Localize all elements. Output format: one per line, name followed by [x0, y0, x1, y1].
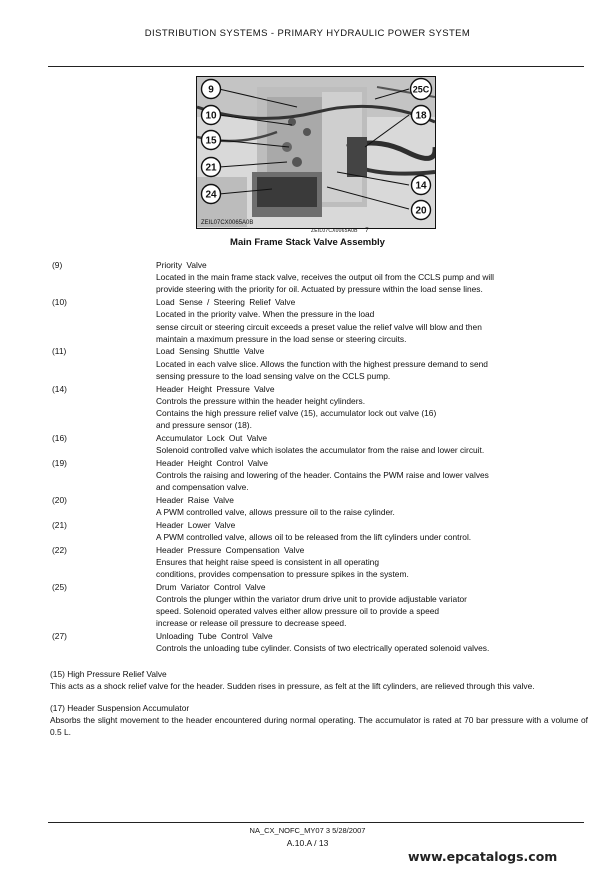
svg-text:21: 21	[205, 162, 217, 174]
component-number: (20)	[52, 494, 67, 505]
callout-9	[202, 80, 221, 99]
component-number: (25)	[52, 581, 67, 592]
svg-text:10: 10	[205, 110, 217, 122]
component-description: Ensures that height raise speed is consistent in all operating conditions, provides compensation to pressure spikes in the system.	[156, 556, 409, 580]
note-block	[50, 668, 588, 692]
component-title: Load Sensing Shuttle Valve	[156, 346, 265, 357]
component-body	[156, 457, 592, 494]
component-number: (10)	[52, 297, 67, 308]
component-title: Header Height Pressure Valve	[156, 383, 275, 394]
component-list-item	[52, 457, 592, 494]
component-description: Located in each valve slice. Allows the function with the highest pressure demand to send sensing pressure to the load sensing valve on the CCLS pump.	[156, 358, 488, 381]
component-list-item	[52, 630, 592, 654]
figure-image-code: ZEIL07CX0065A0B	[201, 220, 254, 226]
component-title: Drum Variator Control Valve	[156, 581, 266, 592]
callout-24	[202, 185, 221, 204]
component-title: Load Sense / Steering Relief Valve	[156, 297, 296, 308]
figure-caption: Main Frame Stack Valve Assembly	[230, 237, 385, 248]
valve-assembly-illustration	[197, 77, 435, 228]
component-list-item	[52, 432, 592, 456]
figure-reference-id: ZEIL07CX0065A0B	[311, 228, 358, 234]
footer-rule	[48, 822, 584, 823]
component-description: Controls the unloading tube cylinder. Consists of two electrically operated solenoid valves.	[156, 643, 490, 654]
callout-10	[202, 106, 221, 125]
component-description: Controls the pressure within the header height cylinders. Contains the high pressure relief valve (15), accumulator lock out valve (16) and pressure sensor (18).	[156, 395, 437, 431]
component-description: Controls the plunger within the variator drum drive unit to provide adjustable variator speed. Solenoid operated valves either allow pressure oil to provide a speed increase or release oil pressure to decrease speed.	[156, 593, 467, 629]
callout-15	[202, 131, 221, 150]
component-body	[156, 345, 592, 382]
component-body	[156, 544, 592, 581]
callout-14	[412, 176, 431, 195]
component-title: Header Lower Valve	[156, 519, 236, 530]
note-title: (15) High Pressure Relief Valve	[50, 669, 167, 679]
svg-text:25C: 25C	[412, 84, 430, 95]
component-title: Accumulator Lock Out Valve	[156, 432, 268, 443]
component-number: (27)	[52, 631, 67, 642]
valve-assembly-figure	[196, 76, 436, 229]
component-title: Header Height Control Valve	[156, 457, 268, 468]
component-description: Located in the main frame stack valve, receives the output oil from the CCLS pump and will provide steering with the priority for oil. Actuated by pressure within the load sense lines.	[156, 272, 494, 295]
component-body	[156, 630, 592, 654]
component-body	[156, 296, 592, 345]
component-list	[52, 259, 592, 655]
figure-reference	[311, 228, 369, 234]
svg-text:18: 18	[415, 110, 427, 122]
component-list-item	[52, 345, 592, 382]
component-description: Located in the priority valve. When the pressure in the load sense circuit or steering circuit exceeds a preset value the relief valve will blow and then maintain a maximum pressure in the load sense or steering circuits.	[156, 309, 482, 344]
note-body: Absorbs the slight movement to the header encountered during normal operating. The accumulator is rated at 70 bar pressure with a volume of 0.5 L.	[50, 715, 588, 737]
svg-text:9: 9	[208, 84, 214, 96]
component-title: Unloading Tube Control Valve	[156, 631, 273, 642]
component-list-item	[52, 581, 592, 630]
component-body	[156, 519, 592, 543]
component-number: (19)	[52, 457, 67, 468]
note-block	[50, 702, 588, 738]
component-number: (11)	[52, 346, 67, 357]
component-body	[156, 494, 592, 518]
footer-page-number: A.10.A / 13	[286, 838, 329, 848]
notes-section	[50, 668, 588, 748]
component-body	[156, 259, 592, 296]
component-number: (21)	[52, 519, 67, 530]
component-number: (14)	[52, 383, 67, 394]
component-description: A PWM controlled valve, allows pressure oil to the raise cylinder.	[156, 507, 395, 518]
component-body	[156, 581, 592, 630]
component-list-item	[52, 259, 592, 296]
component-list-item	[52, 494, 592, 518]
component-body	[156, 432, 592, 456]
component-title: Priority Valve	[156, 260, 207, 270]
svg-text:24: 24	[205, 189, 217, 201]
watermark-url: www.epcatalogs.com	[408, 849, 558, 864]
figure-reference-number: 7	[365, 228, 369, 234]
svg-text:15: 15	[205, 135, 217, 147]
component-number: (9)	[52, 260, 63, 270]
component-description: Controls the raising and lowering of the header. Contains the PWM raise and lower valves and compensation valve.	[156, 469, 489, 493]
callout-20	[412, 201, 431, 220]
component-title: Header Pressure Compensation Valve	[156, 544, 305, 555]
callout-21	[202, 158, 221, 177]
component-number: (16)	[52, 432, 67, 443]
callout-25c	[411, 79, 432, 100]
note-body: This acts as a shock relief valve for the header. Sudden rises in pressure, as felt at the lift cylinders, are relieved through this valve.	[50, 681, 535, 691]
component-body	[156, 383, 592, 432]
callout-18	[412, 106, 431, 125]
component-description: A PWM controlled valve, allows oil to be released from the lift cylinders under control.	[156, 531, 472, 542]
component-number: (22)	[52, 544, 67, 555]
component-description: Solenoid controlled valve which isolates the accumulator from the raise and lower circuit.	[156, 445, 485, 456]
footer-document-code: NA_CX_NOFC_MY07 3 5/28/2007	[249, 826, 366, 835]
component-title: Header Raise Valve	[156, 494, 234, 505]
svg-text:14: 14	[415, 180, 427, 192]
note-title: (17) Header Suspension Accumulator	[50, 703, 190, 713]
component-list-item	[52, 296, 592, 345]
header-rule	[48, 66, 584, 67]
page-header-title: DISTRIBUTION SYSTEMS - PRIMARY HYDRAULIC POWER SYSTEM	[144, 28, 471, 39]
svg-text:20: 20	[415, 205, 427, 217]
component-list-item	[52, 544, 592, 581]
component-list-item	[52, 383, 592, 432]
component-list-item	[52, 519, 592, 543]
